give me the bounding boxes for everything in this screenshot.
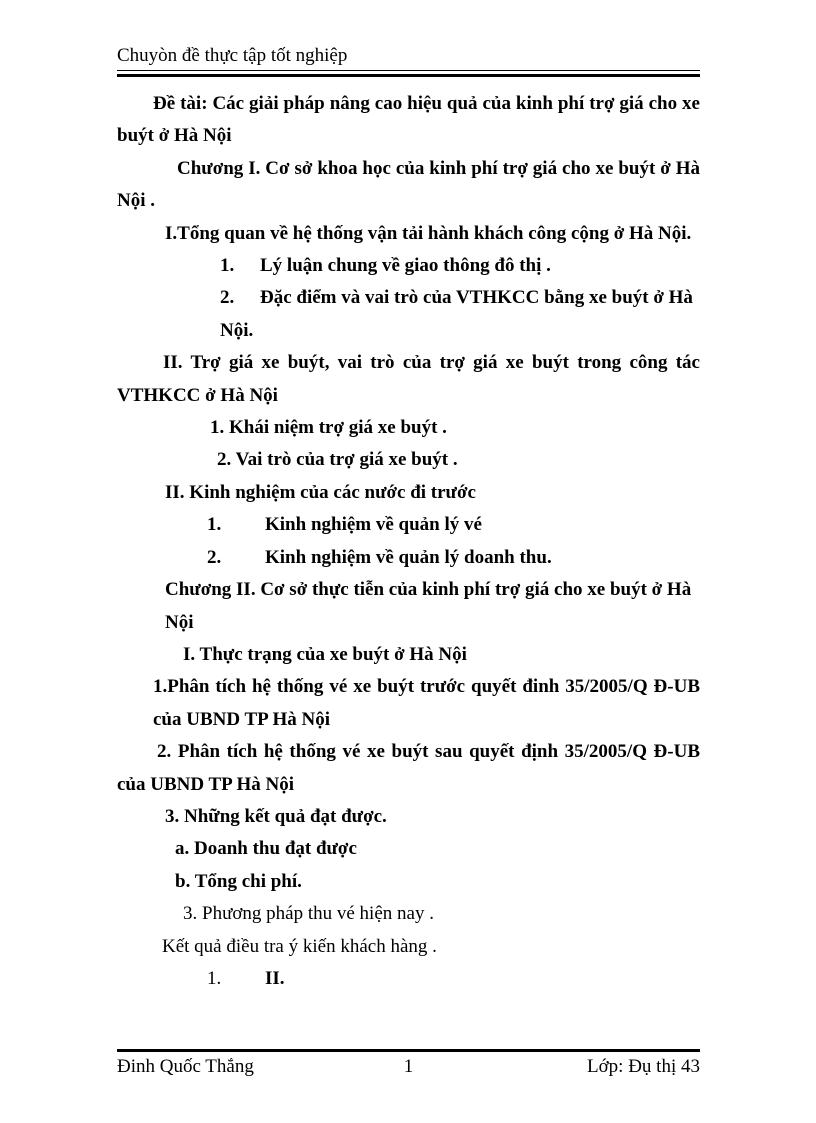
item-phuong-phap-thu-ve: 3. Phương pháp thu vé hiện nay . (183, 903, 434, 925)
section-ii-kinh-nghiem-heading: II. Kinh nghiệm của các nước đi trước (165, 481, 476, 503)
item-ket-qua-dieu-tra: Kết quả điều tra ý kiến khách hàng . (162, 935, 437, 957)
list-item-ly-luan (117, 250, 700, 282)
list-item-final (117, 963, 700, 995)
list-marker: 1. (207, 514, 222, 536)
footer-author: Đinh Quốc Thắng (117, 1055, 254, 1077)
list-item-quan-ly-ve (117, 509, 700, 541)
page-header (117, 44, 700, 77)
list-item-text: Kinh nghiệm về quản lý doanh thu. (265, 546, 552, 568)
item-ket-qua-dat-duoc: 3. Những kết quả đạt được. (165, 805, 387, 827)
list-marker: 1. (207, 967, 222, 989)
item-phan-tich-truoc: 1.Phân tích hệ thống vé xe buýt trước quyết đinh 35/2005/Q Đ-UB của UBND TP Hà Nội (153, 676, 700, 730)
item-khai-niem: 1. Khái niệm trợ giá xe buýt . (210, 417, 447, 439)
item-tong-chi-phi: b. Tổng chi phí. (175, 870, 302, 892)
list-marker: 1. (220, 255, 235, 277)
header-rule (117, 74, 700, 77)
list-item-text: Lý luận chung về giao thông đô thị . (260, 255, 551, 277)
document-body (117, 88, 700, 995)
footer-rule (117, 1049, 700, 1052)
chapter-1-heading: Chương I. Cơ sở khoa học của kinh phí trợ giá cho xe buýt ở Hà Nội . (117, 157, 700, 212)
section-i-overview-heading: I.Tổng quan về hệ thống vận tải hành khách công cộng ở Hà Nội. (165, 222, 692, 244)
list-marker: 2. (207, 546, 222, 568)
list-item-quan-ly-doanh-thu (117, 542, 700, 574)
item-vai-tro: 2. Vai trò của trợ giá xe buýt . (217, 449, 458, 471)
list-item-text: Đặc điểm và vai trò của VTHKCC bằng xe buýt ở Hà Nội. (220, 287, 693, 341)
list-item-text: Kinh nghiệm về quản lý vé (265, 514, 482, 536)
thesis-topic-title: Đề tài: Các giải pháp nâng cao hiệu quả của kinh phí trợ giá cho xe buýt ở Hà Nội (117, 93, 700, 147)
section-i-thuc-trang-heading: I. Thực trạng của xe buýt ở Hà Nội (183, 643, 467, 665)
chapter-2-heading: Chương II. Cơ sở thực tiễn của kinh phí trợ giá cho xe buýt ở Hà Nội (165, 579, 692, 633)
item-phan-tich-sau: 2. Phân tích hệ thống vé xe buýt sau quyết định 35/2005/Q Đ-UB của UBND TP Hà Nội (117, 741, 700, 795)
footer-class-label: Lớp: Đụ thị 43 (587, 1055, 700, 1077)
footer-row (117, 1054, 700, 1080)
footer-page-number: 1 (403, 1055, 414, 1077)
page-footer (117, 1049, 700, 1080)
list-item-text: II. (265, 967, 285, 989)
item-doanh-thu: a. Doanh thu đạt được (175, 838, 357, 860)
header-title: Chuyòn đề thực tập tốt nghiệp (117, 44, 700, 71)
list-marker: 2. (220, 287, 235, 309)
list-item-dac-diem (117, 282, 700, 347)
section-ii-tro-gia-heading: II. Trợ giá xe buýt, vai trò của trợ giá xe buýt trong công tác VTHKCC ở Hà Nội (117, 352, 700, 406)
